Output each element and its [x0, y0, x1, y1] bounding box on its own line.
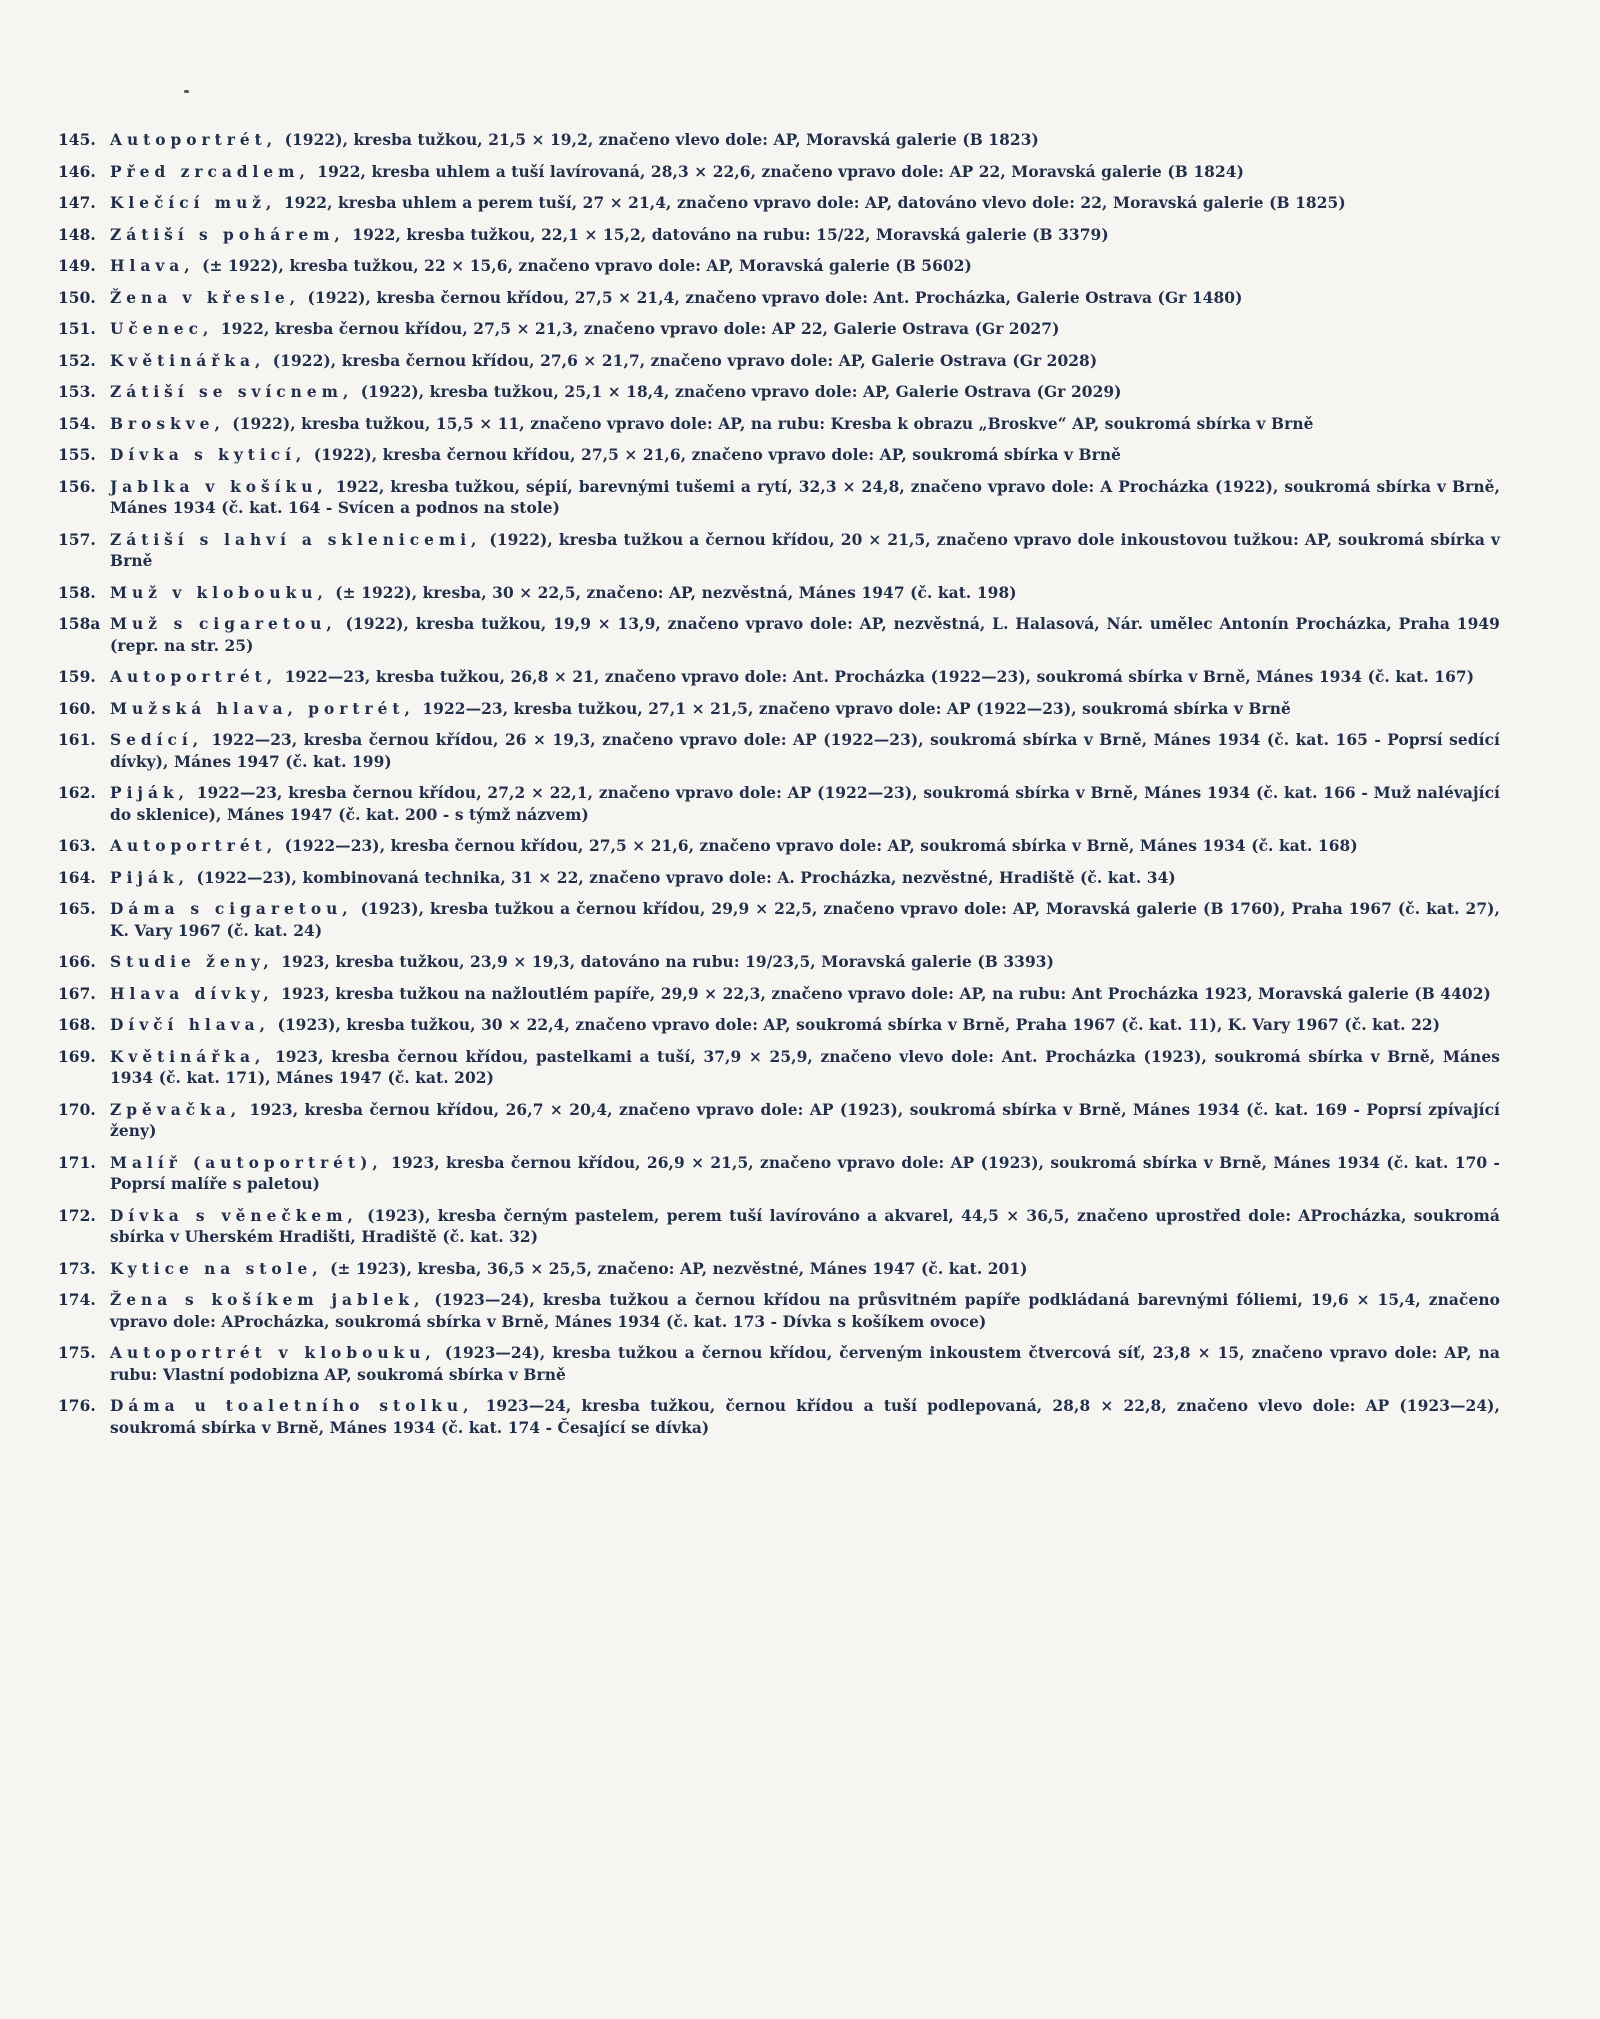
catalog-entry-170: [58, 1100, 1500, 1143]
entry-text: [110, 783, 1500, 826]
entry-details: (1922), kresba černou křídou, 27,5 × 21,6, značeno vpravo dole: AP, soukromá sbírka v Brně: [308, 446, 1122, 464]
entry-text: [110, 868, 1500, 890]
entry-details: (1923), kresba tužkou, 30 × 22,4, značeno vpravo dole: AP, soukromá sbírka v Brně, Praha 1967 (č. kat. 11), K. Vary 1967 (č. kat. 22): [272, 1016, 1441, 1034]
entry-title: Jablka v košíku,: [110, 477, 328, 496]
entry-text: [110, 1259, 1500, 1281]
entry-title: Hlava dívky,: [110, 984, 274, 1003]
entry-number: 151.: [58, 320, 96, 338]
entry-title: Dívka s kyticí,: [110, 446, 307, 464]
entry-number: 160.: [58, 699, 96, 718]
entry-number: 169.: [58, 1047, 96, 1066]
entry-text: [110, 288, 1500, 310]
catalog-entry-171: [58, 1153, 1500, 1196]
catalog-entry-164: [58, 868, 1500, 890]
entry-title: Muž v klobouku,: [110, 583, 328, 602]
entry-number: 170.: [58, 1100, 96, 1119]
print-speck: [184, 90, 189, 93]
entry-title: Malíř (autoportrét),: [110, 1153, 383, 1172]
entry-title: Muž s cigaretou,: [110, 615, 337, 633]
entry-text: [110, 477, 1500, 520]
catalog-entry-174: [58, 1290, 1500, 1333]
catalog-entry-154: [58, 414, 1500, 436]
entry-text: [110, 319, 1500, 341]
entry-title: Dívka s věnečkem,: [110, 1206, 358, 1225]
entry-number: 172.: [58, 1206, 96, 1225]
entry-title: Autoportrét,: [110, 131, 278, 149]
catalog-entry-160: [58, 699, 1500, 721]
catalog-entry-166: [58, 952, 1500, 974]
entry-number: 167.: [58, 984, 96, 1003]
catalog-entry-173: [58, 1259, 1500, 1281]
entry-details: 1923, kresba černou křídou, 26,9 × 21,5, značeno vpravo dole: AP (1923), soukromá sbírka v Brně, Mánes 1934 (č. kat. 170 - Poprsí malíře s paletou): [110, 1153, 1500, 1193]
entry-number: 162.: [58, 784, 96, 802]
entry-details: (± 1922), kresba, 30 × 22,5, značeno: AP, nezvěstná, Mánes 1947 (č. kat. 198): [329, 583, 1017, 602]
entry-title: Dáma u toaletního stolku,: [110, 1397, 474, 1415]
catalog-entry-162: [58, 783, 1500, 826]
catalog-entry-158a: [58, 614, 1500, 657]
entry-title: Autoportrét,: [110, 837, 278, 855]
entry-details: (1922), kresba černou křídou, 27,6 × 21,7, značeno vpravo dole: AP, Galerie Ostrava (Gr 2028): [267, 351, 1098, 370]
entry-number: 158.: [58, 583, 96, 602]
entry-number: 146.: [58, 162, 96, 181]
entry-title: Zpěvačka,: [110, 1100, 242, 1119]
entry-number: 176.: [58, 1397, 96, 1415]
entry-text: [110, 614, 1500, 657]
entry-details: (1922), kresba černou křídou, 27,5 × 21,4, značeno vpravo dole: Ant. Procházka, Galerie Ostrava (Gr 1480): [302, 288, 1243, 307]
entry-text: [110, 836, 1500, 858]
entry-number: 152.: [58, 351, 96, 370]
entry-text: [110, 667, 1500, 689]
entry-title: Kytice na stole,: [110, 1259, 323, 1278]
entry-details: (1922), kresba tužkou, 21,5 × 19,2, značeno vlevo dole: AP, Moravská galerie (B 1823): [279, 131, 1039, 149]
catalog-entry-145: [58, 130, 1500, 152]
entry-details: (1923—24), kresba tužkou a černou křídou, červeným inkoustem čtvercová síť, 23,8 × 15, značeno vpravo dole: AP, na rubu: Vlastní podobizna AP, soukromá sbírka v Brně: [110, 1344, 1500, 1384]
entry-text: [110, 351, 1500, 373]
entry-text: [110, 1047, 1500, 1090]
entry-number: 156.: [58, 477, 96, 496]
entry-details: (1922), kresba tužkou, 25,1 × 18,4, značeno vpravo dole: AP, Galerie Ostrava (Gr 2029): [355, 383, 1122, 401]
entry-number: 166.: [58, 953, 96, 971]
entry-details: 1922, kresba tužkou, 22,1 × 15,2, datováno na rubu: 15/22, Moravská galerie (B 3379): [346, 225, 1109, 244]
entry-details: (1923—24), kresba tužkou a černou křídou na průsvitném papíře podkládaná barevnými fóliemi, 19,6 × 15,4, značeno vpravo dole: AProcházka, soukromá sbírka v Brně, Mánes 1934 (č. kat. 173 - Dívka s košíkem ovoce): [110, 1291, 1500, 1331]
catalog-entry-156: [58, 477, 1500, 520]
entry-number: 161.: [58, 731, 96, 749]
entry-title: Květinářka,: [110, 351, 266, 370]
entry-details: (1922—23), kombinovaná technika, 31 × 22, značeno vpravo dole: A. Procházka, nezvěstné, Hradiště (č. kat. 34): [190, 868, 1176, 887]
entry-text: [110, 1206, 1500, 1249]
catalog-entry-175: [58, 1343, 1500, 1386]
entry-number: 171.: [58, 1153, 96, 1172]
entry-details: 1922, kresba tužkou, sépií, barevnými tušemi a rytí, 32,3 × 24,8, značeno vpravo dole: A Procházka (1922), soukromá sbírka v Brně, Mánes 1934 (č. kat. 164 - Svícen a podnos na stole): [110, 477, 1500, 517]
entry-details: 1922, kresba uhlem a tuší lavírovaná, 28,3 × 22,6, značeno vpravo dole: AP 22, Moravská galerie (B 1824): [311, 162, 1244, 181]
entry-number: 150.: [58, 288, 96, 307]
entry-title: Žena s košíkem jablek,: [110, 1291, 425, 1309]
entry-title: Dáma s cigaretou,: [110, 900, 353, 918]
catalog-entry-149: [58, 256, 1500, 278]
entry-text: [110, 1153, 1500, 1196]
entry-title: Dívčí hlava,: [110, 1016, 270, 1034]
entry-text: [110, 1015, 1500, 1037]
entry-number: 163.: [58, 837, 96, 855]
entry-text: [110, 414, 1500, 436]
catalog-entry-163: [58, 836, 1500, 858]
entry-title: Autoportrét,: [110, 668, 278, 686]
entry-number: 145.: [58, 131, 96, 149]
catalog-entry-155: [58, 445, 1500, 467]
entry-text: [110, 1396, 1500, 1439]
catalog-entry-165: [58, 899, 1500, 942]
entry-title: Broskve,: [110, 414, 225, 433]
catalog-entry-169: [58, 1047, 1500, 1090]
entry-number: 158a: [58, 615, 101, 633]
catalog-entry-153: [58, 382, 1500, 404]
entry-number: 165.: [58, 900, 96, 918]
entry-text: [110, 445, 1500, 467]
entry-title: Hlava,: [110, 257, 195, 275]
catalog-entry-152: [58, 351, 1500, 373]
entry-number: 173.: [58, 1259, 96, 1278]
entry-title: Zátiší se svícnem,: [110, 383, 354, 401]
entry-text: [110, 984, 1500, 1006]
entry-title: Žena v křesle,: [110, 288, 301, 307]
entry-details: 1923, kresba tužkou, 23,9 × 19,3, datováno na rubu: 19/23,5, Moravská galerie (B 3393): [275, 953, 1054, 971]
catalog-entry-167: [58, 984, 1500, 1006]
entry-details: 1923, kresba černou křídou, 26,7 × 20,4, značeno vpravo dole: AP (1923), soukromá sbírka v Brně, Mánes 1934 (č. kat. 169 - Poprsí zpívající ženy): [110, 1100, 1500, 1140]
entry-title: Piják,: [110, 868, 189, 887]
entry-text: [110, 256, 1500, 278]
catalog-entry-146: [58, 162, 1500, 184]
catalog-entry-161: [58, 730, 1500, 773]
entry-number: 153.: [58, 383, 96, 401]
entry-text: [110, 382, 1500, 404]
entry-text: [110, 130, 1500, 152]
catalog-entry-168: [58, 1015, 1500, 1037]
entry-number: 147.: [58, 194, 96, 212]
entry-details: (± 1922), kresba tužkou, 22 × 15,6, značeno vpravo dole: AP, Moravská galerie (B 5602): [196, 257, 972, 275]
entry-text: [110, 699, 1500, 721]
entry-title: Květinářka,: [110, 1047, 266, 1066]
catalog-entry-158: [58, 583, 1500, 605]
entry-title: Studie ženy,: [110, 953, 274, 971]
entry-text: [110, 583, 1500, 605]
entry-details: 1922, kresba uhlem a perem tuší, 27 × 21,4, značeno vpravo dole: AP, datováno vlevo dole: 22, Moravská galerie (B 1825): [278, 194, 1346, 212]
entry-title: Autoportrét v klobouku,: [110, 1344, 436, 1362]
entry-details: 1922, kresba černou křídou, 27,5 × 21,3, značeno vpravo dole: AP 22, Galerie Ostrava (Gr 2027): [215, 320, 1060, 338]
entry-number: 148.: [58, 225, 96, 244]
entry-text: [110, 952, 1500, 974]
entry-details: (± 1923), kresba, 36,5 × 25,5, značeno: AP, nezvěstné, Mánes 1947 (č. kat. 201): [324, 1259, 1028, 1278]
catalog-entry-150: [58, 288, 1500, 310]
entry-details: 1923—24, kresba tužkou, černou křídou a tuší podlepovaná, 28,8 × 22,8, značeno vlevo dole: AP (1923—24), soukromá sbírka v Brně, Mánes 1934 (č. kat. 174 - Česající se dívka): [110, 1397, 1500, 1437]
entry-number: 159.: [58, 668, 96, 686]
catalog-entry-151: [58, 319, 1500, 341]
entry-details: 1922—23, kresba tužkou, 26,8 × 21, značeno vpravo dole: Ant. Procházka (1922—23), soukromá sbírka v Brně, Mánes 1934 (č. kat. 167): [279, 668, 1475, 686]
entry-title: Zátiší s lahví a sklenicemi,: [110, 530, 482, 549]
entry-text: [110, 730, 1500, 773]
entry-text: [110, 899, 1500, 942]
entry-details: (1923), kresba tužkou a černou křídou, 29,9 × 22,5, značeno vpravo dole: AP, Moravská galerie (B 1760), Praha 1967 (č. kat. 27), K. Vary 1967 (č. kat. 24): [110, 900, 1501, 940]
entry-title: Zátiší s pohárem,: [110, 225, 345, 244]
entry-number: 149.: [58, 257, 96, 275]
entry-number: 154.: [58, 414, 96, 433]
entry-details: 1923, kresba tužkou na nažloutlém papíře, 29,9 × 22,3, značeno vpravo dole: AP, na rubu: Ant Procházka 1923, Moravská galerie (B 4402): [275, 984, 1491, 1003]
catalog-page: [58, 130, 1500, 1449]
entry-title: Učenec,: [110, 320, 214, 338]
catalog-entry-172: [58, 1206, 1500, 1249]
catalog-entry-157: [58, 530, 1500, 573]
catalog-entry-159: [58, 667, 1500, 689]
entry-text: [110, 193, 1500, 215]
catalog-entry-147: [58, 193, 1500, 215]
entry-number: 174.: [58, 1291, 96, 1309]
entry-details: 1922—23, kresba tužkou, 27,1 × 21,5, značeno vpravo dole: AP (1922—23), soukromá sbírka v Brně: [416, 699, 1291, 718]
entry-number: 175.: [58, 1344, 96, 1362]
entry-text: [110, 225, 1500, 247]
entry-title: Piják,: [110, 784, 189, 802]
entry-details: (1923), kresba černým pastelem, perem tuší lavírováno a akvarel, 44,5 × 36,5, značeno uprostřed dole: AProcházka, soukromá sbírka v Uherském Hradišti, Hradiště (č. kat. 32): [110, 1206, 1500, 1246]
entry-details: (1922), kresba tužkou a černou křídou, 20 × 21,5, značeno vpravo dole inkoustovou tužkou: AP, soukromá sbírka v Brně: [110, 530, 1501, 570]
entry-text: [110, 1100, 1500, 1143]
entry-number: 164.: [58, 868, 96, 887]
entry-text: [110, 162, 1500, 184]
entry-number: 157.: [58, 530, 96, 549]
entry-details: (1922), kresba tužkou, 19,9 × 13,9, značeno vpravo dole: AP, nezvěstná, L. Halasová, Nár. umělec Antonín Procházka, Praha 1949 (repr. na str. 25): [110, 615, 1500, 655]
entry-details: (1922), kresba tužkou, 15,5 × 11, značeno vpravo dole: AP, na rubu: Kresba k obrazu „Broskve“ AP, soukromá sbírka v Brně: [226, 414, 1314, 433]
entry-title: Před zrcadlem,: [110, 162, 310, 181]
catalog-entry-176: [58, 1396, 1500, 1439]
entry-text: [110, 1343, 1500, 1386]
entry-details: 1922—23, kresba černou křídou, 27,2 × 22,1, značeno vpravo dole: AP (1922—23), soukromá sbírka v Brně, Mánes 1934 (č. kat. 166 - Muž nalévající do sklenice), Mánes 1947 (č. kat. 200 - s týmž názvem): [110, 784, 1500, 824]
entry-details: 1922—23, kresba černou křídou, 26 × 19,3, značeno vpravo dole: AP (1922—23), soukromá sbírka v Brně, Mánes 1934 (č. kat. 165 - Poprsí sedící dívky), Mánes 1947 (č. kat. 199): [110, 731, 1500, 771]
catalog-entry-148: [58, 225, 1500, 247]
entry-title: Klečící muž,: [110, 194, 277, 212]
entry-number: 168.: [58, 1016, 96, 1034]
entry-title: Mužská hlava, portrét,: [110, 699, 415, 718]
entry-number: 155.: [58, 446, 96, 464]
entry-details: (1922—23), kresba černou křídou, 27,5 × 21,6, značeno vpravo dole: AP, soukromá sbírka v Brně, Mánes 1934 (č. kat. 168): [279, 837, 1358, 855]
entry-title: Sedící,: [110, 731, 204, 749]
entry-details: 1923, kresba černou křídou, pastelkami a tuší, 37,9 × 25,9, značeno vlevo dole: Ant. Procházka (1923), soukromá sbírka v Brně, Mánes 1934 (č. kat. 171), Mánes 1947 (č. kat. 202): [110, 1047, 1500, 1087]
entry-text: [110, 1290, 1500, 1333]
entry-text: [110, 530, 1500, 573]
